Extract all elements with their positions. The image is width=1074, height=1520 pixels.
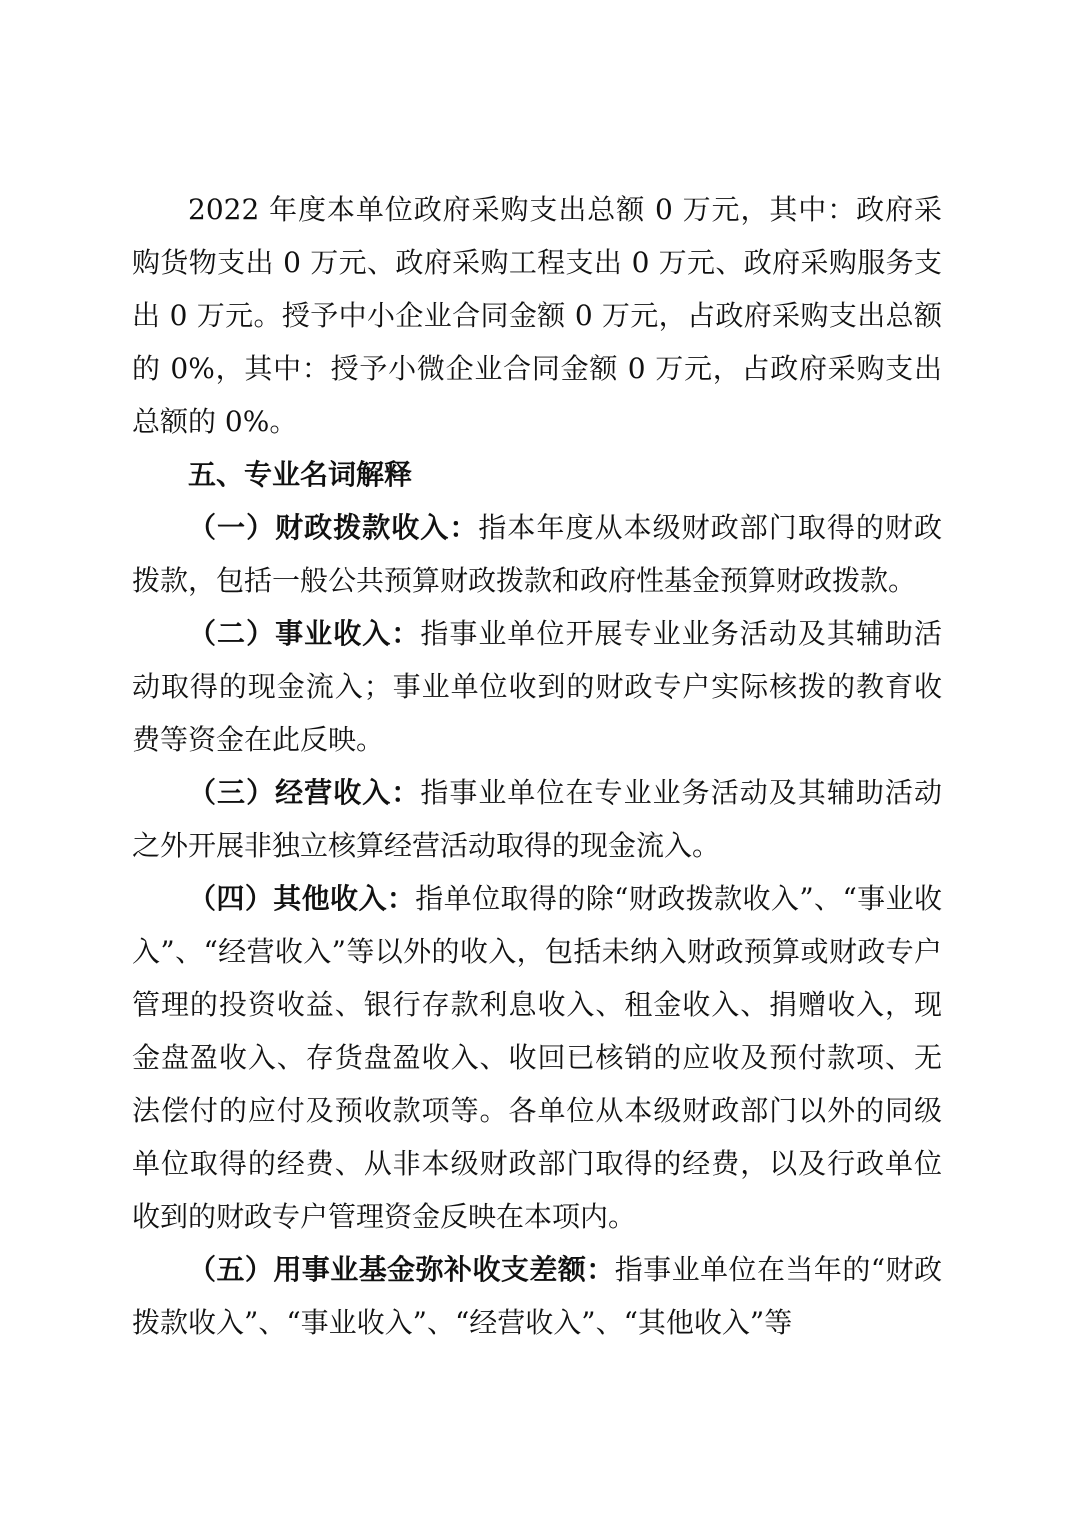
term-paragraph (132, 607, 942, 766)
term-definition: 指单位取得的除“财政拨款收入”、“事业收入”、“经营收入”等以外的收入，包括未纳入财政预算或财政专户管理的投资收益、银行存款利息收入、租金收入、捐赠收入，现金盘盈收入、存货盘盈收入、收回已核销的应收及预付款项、无法偿付的应付及预收款项等。各单位从本级财政部门以外的同级单位取得的经费、从非本级财政部门取得的经费，以及行政单位收到的财政专户管理资金反映在本项内。 (132, 882, 942, 1233)
term-paragraph (132, 1243, 942, 1349)
document-page (132, 183, 942, 1349)
term-label: （二）事业收入： (188, 617, 421, 650)
procurement-paragraph: 2022 年度本单位政府采购支出总额 0 万元，其中：政府采购货物支出 0 万元、政府采购工程支出 0 万元、政府采购服务支出 0 万元。授予中小企业合同金额 0 万元，占政府采购支出总额的 0%，其中：授予小微企业合同金额 0 万元，占政府采购支出总额的 0%。 (132, 193, 942, 438)
term-label: （三）经营收入： (188, 776, 421, 809)
term-paragraph (132, 501, 942, 607)
term-paragraph (132, 872, 942, 1243)
section-heading: 五、专业名词解释 (188, 458, 413, 491)
term-label: （五）用事业基金弥补收支差额： (188, 1253, 615, 1286)
term-paragraph (132, 766, 942, 872)
term-definition: 指事业单位开展专业业务活动及其辅助活动取得的现金流入；事业单位收到的财政专户实际核拨的教育收费等资金在此反映。 (132, 617, 942, 756)
term-definition: 指事业单位在当年的“财政拨款收入”、“事业收入”、“经营收入”、“其他收入”等 (132, 1253, 942, 1339)
term-label: （一）财政拨款收入： (188, 511, 479, 544)
term-definition: 指事业单位在专业业务活动及其辅助活动之外开展非独立核算经营活动取得的现金流入。 (132, 776, 942, 862)
term-label: （四）其他收入： (188, 882, 416, 915)
term-definition: 指本年度从本级财政部门取得的财政拨款，包括一般公共预算财政拨款和政府性基金预算财政拨款。 (132, 511, 942, 597)
